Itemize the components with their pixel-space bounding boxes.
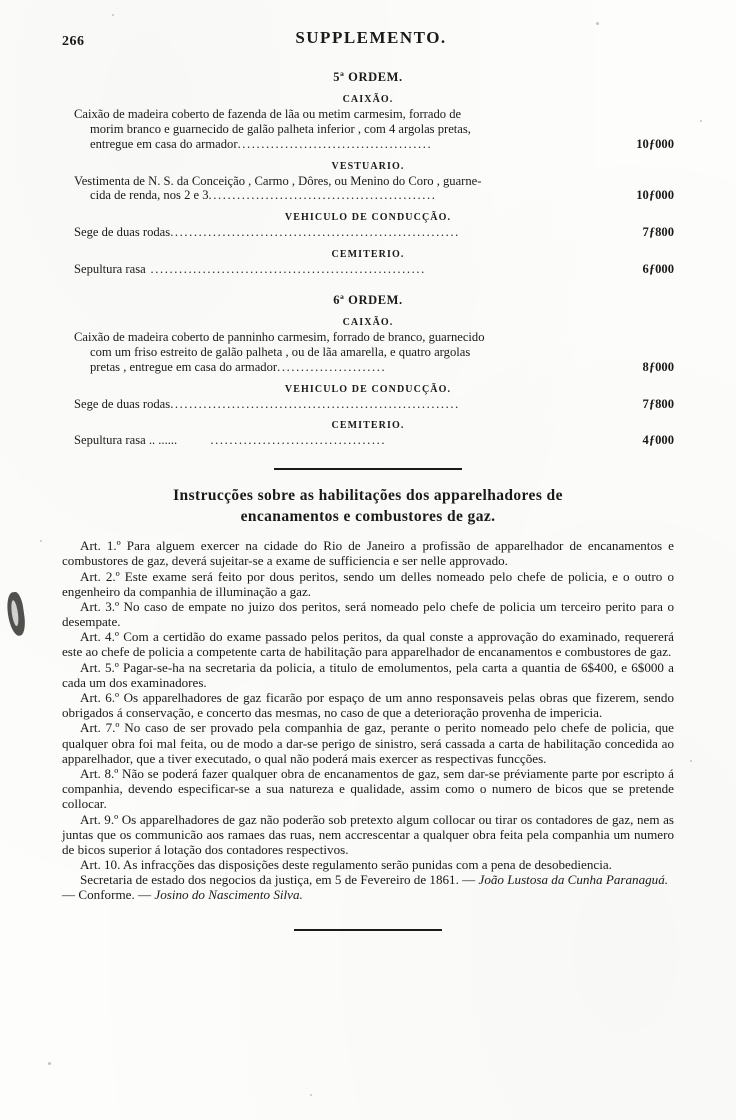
- dot-leader: .....................................: [177, 433, 387, 448]
- section-heading-ordem-5: 5ª ORDEM.: [333, 70, 403, 84]
- closing-signature: João Lustosa da Cunha Paranaguá.: [478, 872, 669, 888]
- page-content: [62, 28, 674, 947]
- price-entry: [62, 262, 674, 277]
- entry-price: 8ƒ000: [642, 359, 674, 374]
- subsection-heading-vehiculo: VEHICULO DE CONDUCÇÃO.: [284, 383, 452, 395]
- instructions-title-line-2: encanamentos e combustores de gaz.: [240, 508, 496, 526]
- price-entry: [62, 433, 674, 448]
- paper-speck: [700, 120, 702, 122]
- price-entry: [62, 225, 674, 240]
- conform-label: — Conforme. —: [62, 887, 152, 903]
- dot-leader: .......................: [277, 359, 387, 374]
- page-number: 266: [62, 34, 85, 49]
- entry-line: cida de renda, nos 2 e 3................................................: [90, 188, 437, 203]
- entry-price: 6ƒ000: [642, 262, 674, 277]
- dot-leader: ................................................: [208, 188, 437, 203]
- article-paragraph: Art. 3.º No caso de empate no juizo dos peritos, será nomeado pelo chefe de policia um terceiro perito para o desempate.: [62, 598, 674, 630]
- section-heading-ordem-6: 6ª ORDEM.: [333, 293, 403, 308]
- subsection-heading-cemiterio: CEMITERIO.: [331, 249, 405, 261]
- closing-dash: —: [462, 872, 479, 888]
- conform-name: Josino do Nascimento Silva.: [154, 887, 303, 903]
- article-paragraph: Art. 4.º Com a certidão do exame passado pelos peritos, da qual conste a approvação do examinado, requererá este ao chefe de policia a competente carta de habilitação para apparelhador de encanamentos e combustores de gaz.: [62, 629, 674, 660]
- subsection-heading-caixao: CAIXÃO.: [342, 94, 394, 105]
- article-paragraph: Art. 2.º Este exame será feito por dous peritos, sendo um delles nomeado pelo chefe de policia, e o outro o engenheiro da companhia de illuminação a gaz.: [62, 568, 674, 599]
- section-divider: [274, 468, 462, 470]
- entry-line: Sepultura rasa .. ...... .....................................: [74, 433, 387, 448]
- entry-line: Sepultura rasa ..........................................................: [74, 262, 426, 277]
- entry-price: 7ƒ800: [642, 396, 674, 411]
- entry-line: pretas , entregue em casa do armador.......................: [90, 359, 387, 374]
- ink-smudge: [5, 591, 27, 637]
- article-paragraph: Art. 1.º Para alguem exercer na cidade do Rio de Janeiro a profissão de apparelhador de encanamentos e combustores de gaz, deverá sujeitar-se a exame de sufficiencia e ser nelle approvado.: [62, 538, 674, 569]
- subsection-heading-caixao: CAIXÃO.: [342, 317, 394, 329]
- page-title: SUPPLEMENTO.: [295, 28, 447, 47]
- article-paragraph: Art. 8.º Não se poderá fazer qualquer obra de encanamentos de gaz, sem dar-se préviamente parte por escripto á companhia, devendo especificar-se a sua natureza e qualidade, assim como o numero de bicos que se pretende collocar.: [62, 765, 674, 812]
- instructions-title-line-1: Instrucções sobre as habilitações dos apparelhadores de: [173, 487, 563, 505]
- entry-line: com um friso estreito de galão palheta , ou de lãa amarella, e quatro argolas: [90, 344, 471, 359]
- closing-conform-line: [62, 887, 674, 902]
- entry-price: 4ƒ000: [642, 433, 674, 448]
- entry-line: morim branco e guarnecido de galão palheta inferior , com 4 argolas pretas,: [90, 121, 471, 136]
- closing-text: Secretaria de estado dos negocios da justiça, em 5 de Fevereiro de 1861.: [80, 872, 459, 888]
- dot-leader: .........................................: [237, 136, 433, 151]
- dot-leader: ..........................................................: [145, 262, 426, 277]
- price-entry: [62, 107, 674, 152]
- article-paragraph: Art. 9.º Os apparelhadores de gaz não poderão sob pretexto algum collocar ou tirar os contadores de gaz, nem as juntas que os communicão aos ramaes das ruas, nem accrescentar a qualquer obra feita pela companhia um numero de bicos superior á lotação dos contadores respectivos.: [62, 811, 674, 857]
- paper-speck: [690, 760, 692, 762]
- paper-speck: [48, 1062, 51, 1065]
- article-paragraph: Art. 5.º Pagar-se-ha na secretaria da policia, a titulo de emolumentos, pela carta a quantia de 6$400, e 6$000 a cada um dos examinadores.: [62, 659, 674, 690]
- dot-leader: .............................................................: [170, 225, 460, 240]
- subsection-heading-vehiculo: VEHICULO DE CONDUCÇÃO.: [284, 212, 452, 224]
- entry-line: Sege de duas rodas.............................................................: [74, 396, 460, 411]
- paper-speck: [596, 22, 599, 25]
- entry-line: Caixão de madeira coberto de fazenda de lãa ou metim carmesim, forrado de: [74, 107, 462, 121]
- entry-price: 7ƒ800: [642, 225, 674, 240]
- entry-price: 10ƒ000: [636, 188, 674, 203]
- subsection-heading-vestuario: VESTUARIO.: [331, 160, 405, 172]
- price-entry: [62, 397, 674, 412]
- dot-leader: .............................................................: [170, 396, 460, 411]
- page-header: [62, 28, 674, 54]
- article-paragraph: Art. 7.º No caso de ser provado pela companhia de gaz, perante o perito nomeado pelo chefe de policia, que qualquer obra foi mal feita, ou de modo a dar-se perigo de sinistro, será cassada a carta de habilitação concedida ao apparelhador, que a tiver executado, o qual não poderá mais exercer as respectivas funcções.: [62, 720, 674, 766]
- entry-line: entregue em casa do armador.........................................: [90, 136, 433, 151]
- bottom-divider: [294, 929, 442, 931]
- paper-speck: [310, 1094, 312, 1096]
- entry-line: Vestimenta de N. S. da Conceição , Carmo , Dôres, ou Menino do Coro , guarne-: [74, 173, 482, 188]
- closing-paragraph: [62, 872, 674, 887]
- paper-speck: [112, 14, 114, 16]
- entry-line: Sege de duas rodas.............................................................: [74, 225, 460, 240]
- article-paragraph: Art. 10. As infracções das disposições deste regulamento serão punidas com a pena de desobediencia.: [80, 857, 612, 873]
- entry-price: 10ƒ000: [636, 136, 674, 151]
- price-entry: [62, 174, 674, 204]
- entry-line: Caixão de madeira coberto de panninho carmesim, forrado de branco, guarnecido: [74, 330, 485, 345]
- subsection-heading-cemiterio: CEMITERIO.: [331, 420, 405, 432]
- instructions-title: [62, 486, 674, 528]
- paper-speck: [40, 540, 42, 542]
- price-entry: [62, 330, 674, 375]
- article-paragraph: Art. 6.º Os apparelhadores de gaz ficarão por espaço de um anno responsaveis pelas obras que fizerem, sendo obrigados á conservação, e concerto das mesmas, no caso de que a deterioração provenha de impericia.: [62, 690, 674, 721]
